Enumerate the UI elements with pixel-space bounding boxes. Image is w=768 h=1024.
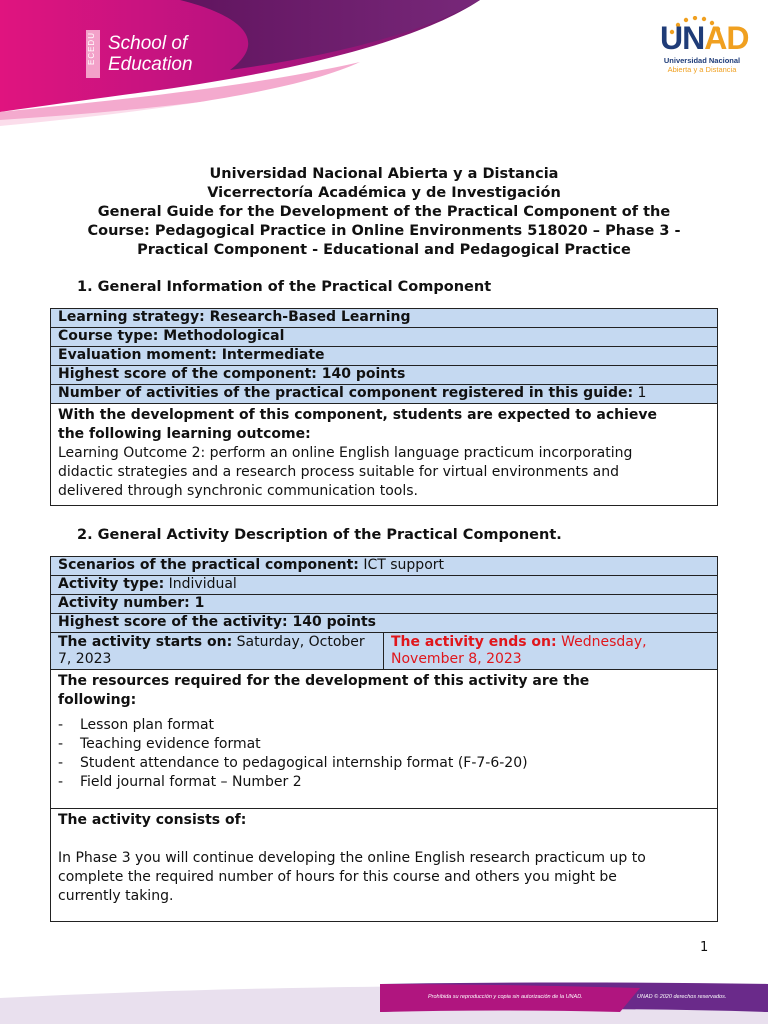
- evaluation-moment-cell: Evaluation moment: Intermediate: [51, 347, 718, 366]
- ecedu-label: ECEDU: [87, 32, 96, 66]
- activities-count-label: Number of activities of the practical component registered in this guide:: [58, 385, 634, 401]
- consists-line1: In Phase 3 you will continue developing the online English research practicum up to: [58, 850, 646, 866]
- table-row: [51, 385, 718, 404]
- footer-banner: [0, 978, 768, 1024]
- document-title: [50, 165, 718, 260]
- outcome-intro-line2: the following learning outcome:: [58, 426, 311, 442]
- unad-u: U: [660, 20, 683, 56]
- section1-heading: 1. General Information of the Practical Component: [77, 279, 492, 295]
- school-name: [108, 33, 193, 75]
- outcome-intro-line1: With the development of this component, students are expected to achieve: [58, 407, 658, 423]
- footer-rights: UNAD © 2020 derechos reservados.: [637, 994, 727, 1000]
- school-line2: Education: [108, 54, 193, 75]
- consists-line3: currently taking.: [58, 888, 174, 904]
- consists-line2: complete the required number of hours for this course and others you might be: [58, 869, 617, 885]
- scenarios-label: Scenarios of the practical component:: [58, 557, 359, 573]
- activity-type-label: Activity type:: [58, 576, 165, 592]
- start-date-value-2: 7, 2023: [58, 651, 112, 667]
- highest-score-cell: Highest score of the component: 140 points: [51, 366, 718, 385]
- outcome-text: [58, 444, 710, 503]
- table-row: [51, 670, 718, 809]
- resources-intro: [58, 670, 710, 710]
- outcome-line2: didactic strategies and a research process suitable for virtual environments and: [58, 464, 620, 480]
- table-row: [51, 576, 718, 595]
- unad-n: N: [682, 20, 705, 56]
- start-date-value-1: Saturday, October: [236, 634, 365, 650]
- learning-outcome-cell: [51, 404, 718, 506]
- activity-description-table: [50, 556, 718, 922]
- list-item: [58, 773, 710, 792]
- list-dash: -: [58, 755, 64, 771]
- footer-copy-notice: Prohibida su reproducción y copia sin autorización de la UNAD.: [428, 994, 583, 1000]
- unad-subtitle-2: Abierta y a Distancia: [667, 65, 737, 74]
- list-dash: -: [58, 774, 64, 790]
- activity-number-cell: Activity number: 1: [51, 595, 718, 614]
- section2-heading: 2. General Activity Description of the Practical Component.: [77, 527, 562, 543]
- resources-list: [58, 716, 710, 792]
- table-row: [51, 614, 718, 633]
- resources-intro-line1: The resources required for the development of this activity are the: [58, 673, 590, 689]
- table-row: [51, 633, 718, 670]
- title-line2: Vicerrectoría Académica y de Investigación: [207, 185, 561, 201]
- footer-graphic: [0, 978, 768, 1024]
- title-line3: General Guide for the Development of the Practical Component of the: [97, 204, 671, 220]
- list-dash: -: [58, 717, 64, 733]
- scenarios-cell: [51, 557, 718, 576]
- table-row: [51, 557, 718, 576]
- unad-subtitle-1: Universidad Nacional: [663, 56, 741, 65]
- resource-text: Teaching evidence format: [80, 736, 261, 752]
- title-line4: Course: Pedagogical Practice in Online Environments 518020 – Phase 3 -: [87, 223, 681, 239]
- title-line5: Practical Component - Educational and Pedagogical Practice: [137, 242, 631, 258]
- list-dash: -: [58, 736, 64, 752]
- activities-count-value: 1: [637, 385, 647, 401]
- learning-strategy-cell: Learning strategy: Research-Based Learning: [51, 309, 718, 328]
- consists-label: The activity consists of:: [58, 812, 247, 828]
- activities-count-cell: [51, 385, 718, 404]
- scenarios-value: ICT support: [363, 557, 445, 573]
- resource-text: Student attendance to pedagogical internship format (F-7-6-20): [80, 755, 528, 771]
- outcome-line1: Learning Outcome 2: perform an online English language practicum incorporating: [58, 445, 633, 461]
- outcome-intro: [58, 404, 710, 444]
- activity-consists-cell: [51, 809, 718, 922]
- resources-intro-line2: following:: [58, 692, 137, 708]
- table-row: [51, 404, 718, 506]
- table-row: [51, 366, 718, 385]
- unad-wordmark: [660, 20, 749, 56]
- outcome-line3: delivered through synchronic communication tools.: [58, 483, 418, 499]
- table-row: [51, 595, 718, 614]
- activity-type-cell: [51, 576, 718, 595]
- table-row: [51, 328, 718, 347]
- general-info-table: [50, 308, 718, 506]
- activity-score-cell: Highest score of the activity: 140 points: [51, 614, 718, 633]
- list-item: [58, 754, 710, 773]
- title-line1: Universidad Nacional Abierta y a Distancia: [209, 166, 559, 182]
- ecedu-bar: [86, 30, 100, 78]
- school-of-education-logo: [86, 30, 193, 78]
- table-row: [51, 309, 718, 328]
- end-date-value-2: November 8, 2023: [391, 651, 522, 667]
- table-row: [51, 347, 718, 366]
- end-date-cell: [384, 633, 718, 670]
- table-row: [51, 809, 718, 922]
- resource-text: Field journal format – Number 2: [80, 774, 302, 790]
- course-type-cell: Course type: Methodological: [51, 328, 718, 347]
- school-line1: School of: [108, 33, 188, 54]
- end-date-label: The activity ends on:: [391, 634, 557, 650]
- unad-logo: [660, 20, 749, 74]
- end-date-value-1: Wednesday,: [561, 634, 647, 650]
- consists-text: [58, 849, 710, 908]
- page-number: 1: [700, 940, 709, 955]
- list-item: [58, 735, 710, 754]
- activity-type-value: Individual: [168, 576, 237, 592]
- resource-text: Lesson plan format: [80, 717, 215, 733]
- list-item: [58, 716, 710, 735]
- resources-cell: [51, 670, 718, 809]
- start-date-label: The activity starts on:: [58, 634, 233, 650]
- unad-ad: AD: [704, 20, 749, 56]
- start-date-cell: [51, 633, 384, 670]
